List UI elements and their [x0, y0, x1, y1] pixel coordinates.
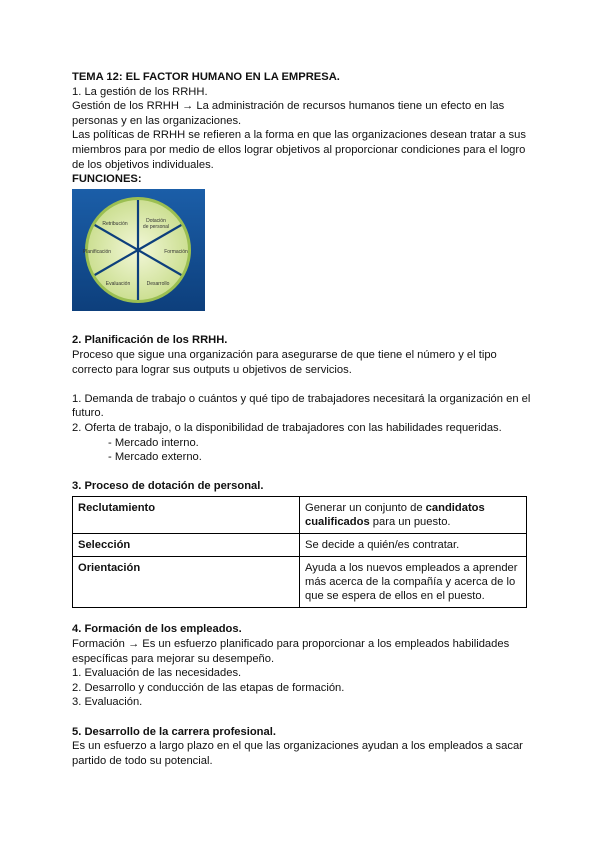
- diagram-label: Formación: [164, 248, 188, 255]
- table-term: Orientación: [73, 556, 300, 607]
- list-item: 3. Evaluación.: [72, 696, 143, 709]
- paragraph-line: miembros para por medio de ellos lograr objetivos al proporcionar condiciones para el logro: [72, 143, 526, 156]
- section-3-heading: 3. Proceso de dotación de personal.: [72, 480, 264, 493]
- list-item: 2. Desarrollo y conducción de las etapas de formación.: [72, 681, 345, 694]
- paragraph-line: personas y en las organizaciones.: [72, 114, 242, 127]
- paragraph-line: Es un esfuerzo a largo plazo en el que las organizaciones ayudan a los empleados a sacar: [72, 740, 523, 753]
- diagram-label: Planificación: [82, 248, 112, 255]
- funciones-label: FUNCIONES:: [72, 173, 142, 186]
- table-row: [73, 496, 527, 533]
- paragraph-line: partido de todo su potencial.: [72, 754, 213, 767]
- funciones-wheel: [72, 189, 205, 311]
- paragraph-line: Formación → Es un esfuerzo planificado para proporcionar a los empleados habilidades: [72, 638, 510, 651]
- diagram-label: Retribución: [102, 220, 128, 227]
- list-item: 1. Demanda de trabajo o cuántos y qué tipo de trabajadores necesitará la organización en el: [72, 392, 531, 405]
- diagram-label: Evaluación: [105, 280, 131, 287]
- table-row: [73, 533, 527, 556]
- paragraph-line: Las políticas de RRHH se refieren a la forma en que las organizaciones desean tratar a sus: [72, 129, 526, 142]
- paragraph-line: de los objetivos individuales.: [72, 158, 214, 171]
- paragraph-line: correcto para lograr sus outputs u objetivos de servicios.: [72, 363, 352, 376]
- section-5-heading: 5. Desarrollo de la carrera profesional.: [72, 725, 276, 738]
- paragraph-line: Gestión de los RRHH → La administración de recursos humanos tiene un efecto en las: [72, 100, 505, 113]
- list-item: 2. Oferta de trabajo, o la disponibilidad de trabajadores con las habilidades requeridas.: [72, 421, 502, 434]
- sub-item: - Mercado externo.: [108, 451, 202, 464]
- table-term: Selección: [73, 533, 300, 556]
- sub-item: - Mercado interno.: [108, 436, 199, 449]
- section-2-heading: 2. Planificación de los RRHH.: [72, 334, 228, 347]
- staffing-table: [72, 496, 527, 608]
- table-desc: Se decide a quién/es contratar.: [300, 533, 527, 556]
- list-item: futuro.: [72, 407, 104, 420]
- paragraph-line: Proceso que sigue una organización para asegurarse de que tiene el número y el tipo: [72, 348, 497, 361]
- table-term: Reclutamiento: [73, 496, 300, 533]
- section-4-heading: 4. Formación de los empleados.: [72, 623, 242, 636]
- document-page: [72, 70, 532, 768]
- paragraph-line: específicas para mejorar su desempeño.: [72, 652, 275, 665]
- table-desc: Ayuda a los nuevos empleados a aprender más acerca de la compañía y acerca de lo que se espera de ellos en el puesto.: [300, 556, 527, 607]
- funciones-diagram: [72, 189, 205, 311]
- doc-title: TEMA 12: EL FACTOR HUMANO EN LA EMPRESA.: [72, 71, 340, 83]
- table-row: [73, 556, 527, 607]
- table-desc: Generar un conjunto de candidatos cualificados para un puesto.: [300, 496, 527, 533]
- list-item: 1. Evaluación de las necesidades.: [72, 667, 242, 680]
- section-1-heading: 1. La gestión de los RRHH.: [72, 85, 208, 98]
- diagram-label: Desarrollo: [146, 280, 170, 287]
- diagram-label: Dotación de personal: [142, 217, 170, 230]
